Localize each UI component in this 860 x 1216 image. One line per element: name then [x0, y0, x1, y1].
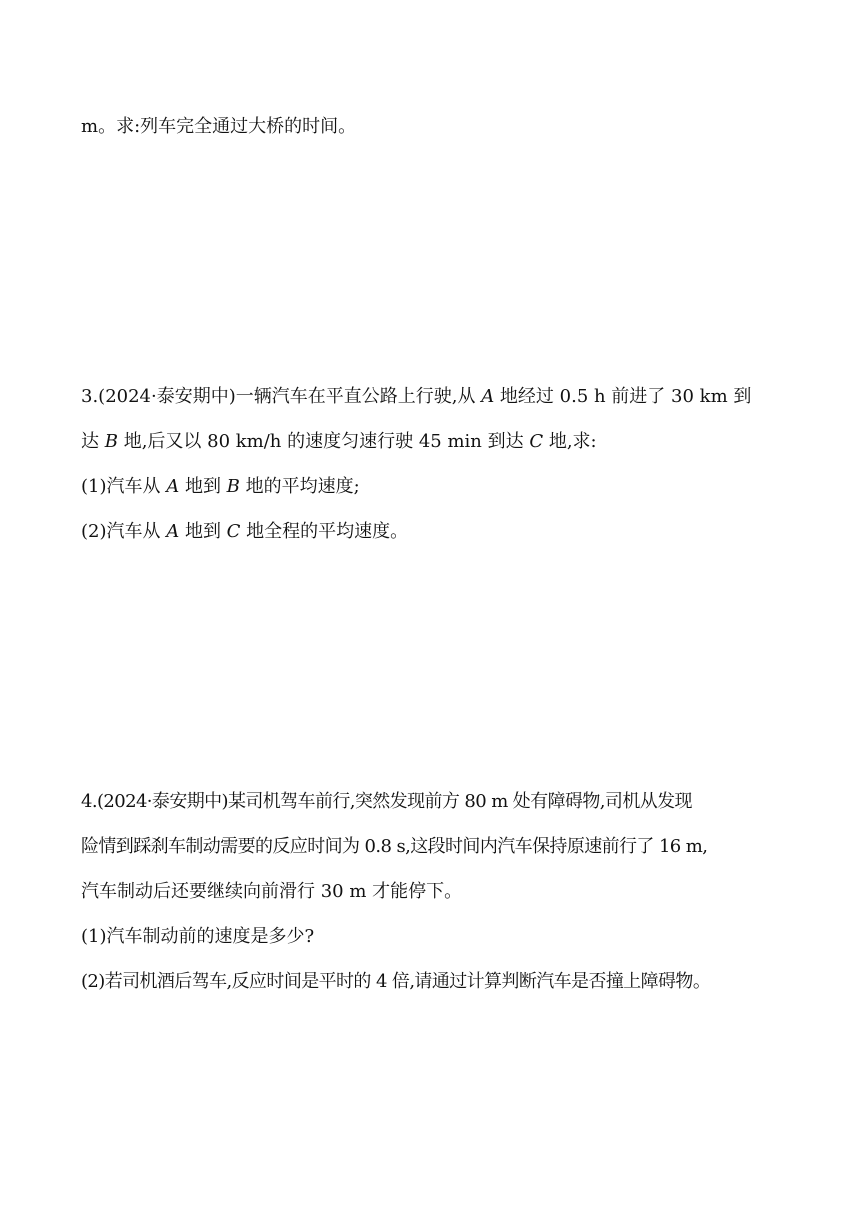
question-4-line-2: 险情到踩刹车制动需要的反应时间为 0.8 s,这段时间内汽车保持原速前行了 16 m, [81, 836, 708, 857]
question-3-sub-2: (2)汽车从 A 地到 C 地全程的平均速度。 [81, 521, 409, 542]
continuation-line: m。求:列车完全通过大桥的时间。 [81, 116, 357, 137]
variable-a: A [481, 386, 495, 407]
question-4-sub-1: (1)汽车制动前的速度是多少? [81, 926, 315, 947]
question-4-line-3: 汽车制动后还要继续向前滑行 30 m 才能停下。 [81, 881, 463, 902]
variable-b: B [226, 476, 240, 497]
variable-c: C [529, 431, 544, 452]
question-3-line-2: 达 B 地,后又以 80 km/h 的速度匀速行驶 45 min 到达 C 地,求: [81, 431, 597, 452]
variable-c: C [226, 521, 241, 542]
question-4-sub-2: (2)若司机酒后驾车,反应时间是平时的 4 倍,请通过计算判断汽车是否撞上障碍物。 [81, 971, 711, 992]
variable-a: A [166, 476, 180, 497]
question-3-line-1: 3.(2024·泰安期中)一辆汽车在平直公路上行驶,从 A 地经过 0.5 h 前进了 30 km 到 [81, 386, 752, 407]
question-3-sub-1: (1)汽车从 A 地到 B 地的平均速度; [81, 476, 360, 497]
variable-b: B [104, 431, 118, 452]
question-4-line-1: 4.(2024·泰安期中)某司机驾车前行,突然发现前方 80 m 处有障碍物,司机从发现 [81, 791, 692, 812]
variable-a: A [166, 521, 180, 542]
